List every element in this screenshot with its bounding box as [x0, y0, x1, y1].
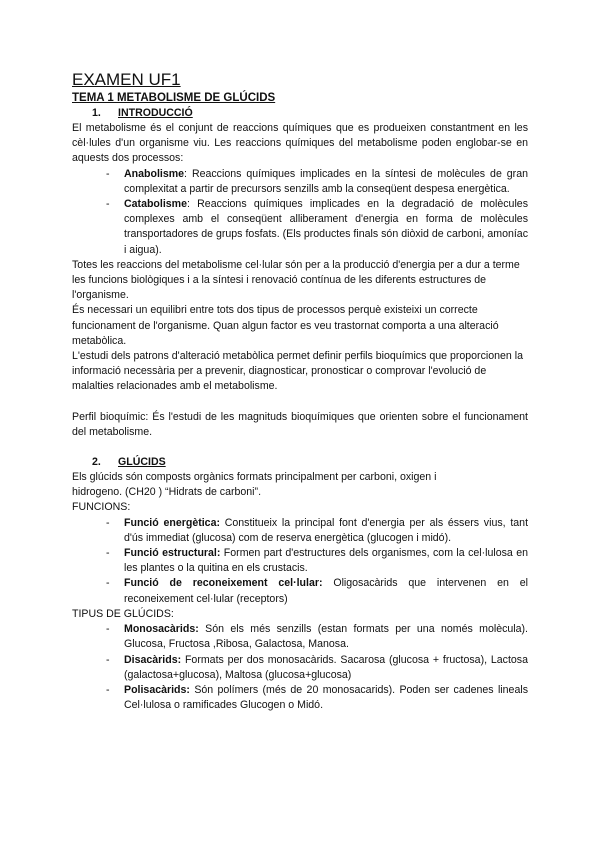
paragraph: L'estudi dels patrons d'alteració metabòlica permet definir perfils bioquímics que proporcionen la informació necessària per a prevenir, diagnosticar, pronosticar o comprovar l'evolució de malalties relacionades amb el metabolisme.: [72, 350, 523, 393]
list-item-term: Disacàrids:: [124, 653, 182, 666]
list-item-term: Funció energètica:: [124, 516, 220, 529]
paragraph: Totes les reaccions del metabolisme cel·lular són per a la producció d'energia per a dur a terme les funcions biològiques i a la síntesi i renovació contínua de les diferents estructures de l'organisme.: [72, 258, 520, 302]
definition-paragraph: Perfil bioquímic: És l'estudi de les magnituds bioquímiques que orienten sobre el funcionament del metabolisme.: [72, 410, 528, 438]
intro-line: [72, 470, 528, 500]
functions-list: [72, 516, 528, 607]
list-item-term: Polisacàrids:: [124, 683, 190, 696]
spacer: [72, 440, 528, 455]
list-item-text: Són polímers (més de 20 monosacarids). Poden ser cadenes lineals Cel·lulosa o ramificades Glucogen o Midó.: [124, 683, 528, 712]
list-item: [106, 546, 528, 576]
intro-line-2: hidrogeno. (CH20 ) “Hidrats de carboni”.: [72, 486, 262, 499]
list-item-term: Funció estructural:: [124, 547, 221, 560]
list-item-term: Anabolisme: [124, 167, 185, 180]
types-label: TIPUS DE GLÚCIDS:: [72, 607, 174, 620]
section-heading-introduccio: [92, 106, 528, 121]
section-number: 1.: [92, 107, 101, 119]
types-list: [72, 622, 528, 713]
section-title: GLÚCIDS: [118, 456, 166, 469]
list-item: [106, 683, 528, 713]
intro-line-1: Els glúcids són composts orgànics formats principalment per carboni, oxigen i: [72, 471, 437, 484]
section-heading-glucids: [92, 455, 528, 470]
list-item-text: : Reaccions químiques implicades en la síntesi de molècules de gran complexitat a partir de precursors senzills amb la conseqüent despesa energètica.: [124, 167, 528, 195]
process-list: [72, 167, 528, 258]
functions-label: FUNCIONS:: [72, 501, 131, 514]
section-number: 2.: [92, 456, 101, 469]
list-item: [106, 197, 528, 258]
list-item-text: Són els més senzills (estan formats per una només molècula). Glucosa, Fructosa ,Ribosa, Galactosa, Manosa.: [124, 623, 528, 651]
list-item-text: Oligosacàrids que intervenen en el reconeixement cel·lular (receptors): [124, 577, 528, 605]
list-item: [106, 622, 528, 652]
list-item: [106, 516, 528, 546]
topic-title: TEMA 1 METABOLISME DE GLÚCIDS: [72, 92, 276, 104]
list-item: [106, 653, 528, 683]
document-title: EXAMEN UF1: [72, 70, 181, 89]
list-item-term: Funció de reconeixement cel·lular:: [124, 577, 323, 590]
intro-paragraph: El metabolisme és el conjunt de reaccions químiques que es produeixen constantment en les cèl·lules d'un organisme viu. Les reaccions químiques del metabolisme poden englobar-se en aquests dos processos:: [72, 122, 528, 165]
spacer: [72, 395, 528, 410]
list-item: [106, 576, 528, 606]
list-item-text: Formen part d'estructures dels organismes, com la cel·lulosa en les plantes o la quitina en els crustacis.: [124, 547, 528, 575]
list-item-text: Formats per dos monosacàrids. Sacarosa (glucosa + fructosa), Lactosa (galactosa+glucosa), Maltosa (glucosa+glucosa): [124, 653, 528, 681]
list-item-text: : Reaccions químiques implicades en la degradació de molècules complexes amb el conseqüent alliberament d'energia en forma de molècules transportadores de grups fosfats. (Els productes finals són diòxid de carboni, amoníac i aigua).: [124, 198, 528, 256]
list-item-text: Constitueix la principal font d'energia per als éssers vius, tant d'ús immediat (glucosa) com de reserva energètica (glucogen i midó).: [124, 516, 529, 544]
list-item: [106, 167, 528, 197]
list-item-term: Catabolisme: [124, 198, 187, 211]
list-item-term: Monosacàrids:: [124, 623, 199, 636]
section-title: INTRODUCCIÓ: [118, 107, 193, 119]
paragraph: És necessari un equilibri entre tots dos tipus de processos perquè existeixi un correcte funcionament de l'organisme. Quan algun factor es veu trastornat comporta a una alteració metabòlica.: [72, 304, 499, 347]
